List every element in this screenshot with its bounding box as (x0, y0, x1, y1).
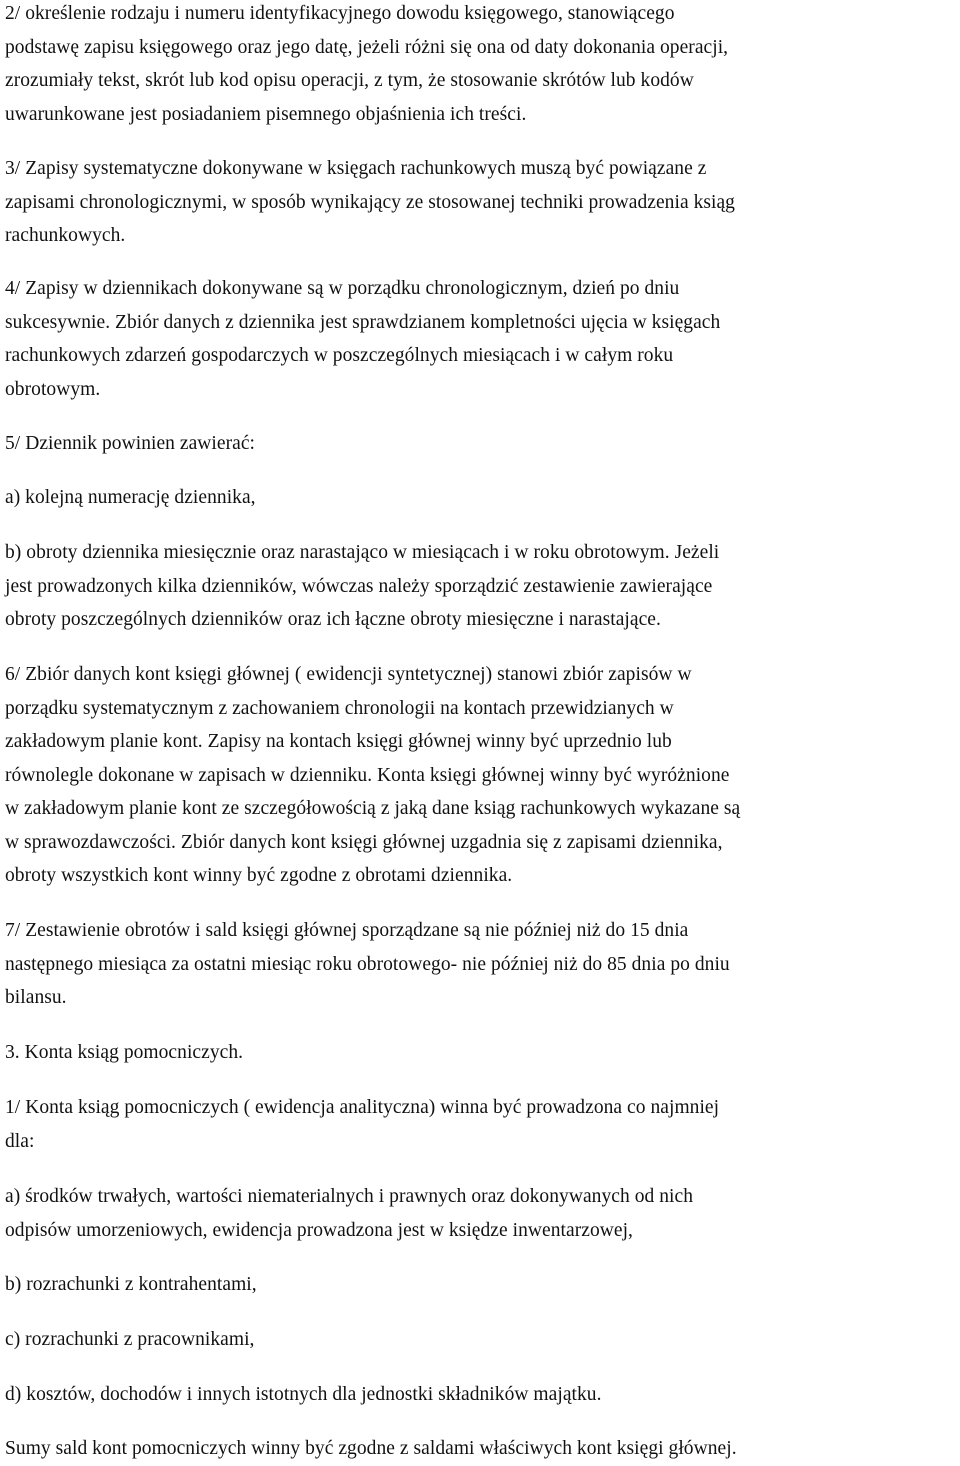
paragraph-trial-balance (5, 914, 957, 1015)
section-heading-auxiliary-ledgers (5, 1036, 957, 1070)
paragraph-systematic-entries (5, 152, 957, 253)
text-line: w zakładowym planie kont ze szczegółowością z jaką dane ksiąg rachunkowych wykazane są (5, 798, 741, 819)
text-line: w sprawozdawczości. Zbiór danych kont księgi głównej uzgadnia się z zapisami dziennika, (5, 831, 723, 853)
text-line: obroty wszystkich kont winny być zgodne z obrotami dziennika. (5, 865, 513, 886)
text-line: jest prowadzonych kilka dzienników, wówczas należy sporządzić zestawienie zawierające (5, 575, 713, 597)
text-line: bilansu. (5, 987, 67, 1008)
text-line: 5/ Dziennik powinien zawierać: (5, 433, 256, 454)
text-line: obrotowym. (5, 378, 101, 400)
text-line: zrozumiały tekst, skrót lub kod opisu operacji, z tym, że stosowanie skrótów lub kodów (5, 70, 694, 91)
paragraph-sums-of-balances (5, 1432, 957, 1466)
list-item-fixed-assets (5, 1180, 957, 1247)
text-line: 3/ Zapisy systematyczne dokonywane w księgach rachunkowych muszą być powiązane z (5, 158, 707, 179)
text-line: a) środków trwałych, wartości niematerialnych i prawnych oraz dokonywanych od nich (5, 1186, 693, 1207)
text-line: zapisami chronologicznymi, w sposób wynikający ze stosowanej techniki prowadzenia ksiąg (5, 191, 735, 213)
text-line: dla: (5, 1130, 35, 1152)
text-line: c) rozrachunki z pracownikami, (5, 1329, 255, 1350)
text-line: d) kosztów, dochodów i innych istotnych dla jednostki składników majątku. (5, 1384, 602, 1405)
text-line: 1/ Konta ksiąg pomocniczych ( ewidencja analityczna) winna być prowadzona co najmniej (5, 1097, 720, 1118)
text-line: b) obroty dziennika miesięcznie oraz narastająco w miesiącach i w roku obrotowym. Jeżeli (5, 542, 720, 563)
text-line: obroty poszczególnych dzienników oraz ich łączne obroty miesięczne i narastające. (5, 609, 661, 630)
text-line: podstawę zapisu księgowego oraz jego datę, jeżeli różni się ona od daty dokonania operacji, (5, 36, 729, 58)
text-line: rachunkowych. (5, 225, 126, 246)
paragraph-journal-contents (5, 427, 957, 461)
text-line: następnego miesiąca za ostatni miesiąc roku obrotowego- nie później niż do 85 dnia po dniu (5, 953, 730, 975)
text-line: porządku systematycznym z zachowaniem chronologii na kontach przewidzianych w (5, 697, 674, 719)
list-item-employees (5, 1323, 957, 1357)
list-item-numbering (5, 481, 957, 515)
text-line: równolegle dokonane w zapisach w dzienniku. Konta księgi głównej winny być wyróżnione (5, 764, 730, 786)
list-item-turnover (5, 536, 957, 637)
text-line: zakładowym planie kont. Zapisy na kontach księgi głównej winny być uprzednio lub (5, 731, 672, 752)
text-line: b) rozrachunki z kontrahentami, (5, 1274, 257, 1295)
text-line: 3. Konta ksiąg pomocniczych. (5, 1042, 244, 1063)
paragraph-entry-identification (5, 0, 957, 131)
list-item-contractors (5, 1268, 957, 1302)
paragraph-auxiliary-intro (5, 1091, 957, 1158)
text-line: 6/ Zbiór danych kont księgi głównej ( ewidencji syntetycznej) stanowi zbiór zapisów w (5, 664, 692, 685)
text-line: rachunkowych zdarzeń gospodarczych w poszczególnych miesiącach i w całym roku (5, 345, 674, 366)
text-line: sukcesywnie. Zbiór danych z dziennika jest sprawdzianem kompletności ujęcia w księgach (5, 311, 721, 333)
text-line: uwarunkowane jest posiadaniem pisemnego objaśnienia ich treści. (5, 103, 527, 125)
text-line: odpisów umorzeniowych, ewidencja prowadzona jest w księdze inwentarzowej, (5, 1219, 633, 1241)
text-line: 7/ Zestawienie obrotów i sald księgi głównej sporządzane są nie później niż do 15 dnia (5, 920, 689, 941)
text-line: 2/ określenie rodzaju i numeru identyfikacyjnego dowodu księgowego, stanowiącego (5, 3, 675, 24)
text-line: Sumy sald kont pomocniczych winny być zgodne z saldami właściwych kont księgi głównej. (5, 1438, 737, 1459)
paragraph-general-ledger (5, 658, 957, 893)
text-line: 4/ Zapisy w dziennikach dokonywane są w porządku chronologicznym, dzień po dniu (5, 278, 680, 299)
paragraph-journal-entries (5, 272, 957, 406)
list-item-costs (5, 1378, 957, 1412)
text-line: a) kolejną numerację dziennika, (5, 487, 256, 508)
